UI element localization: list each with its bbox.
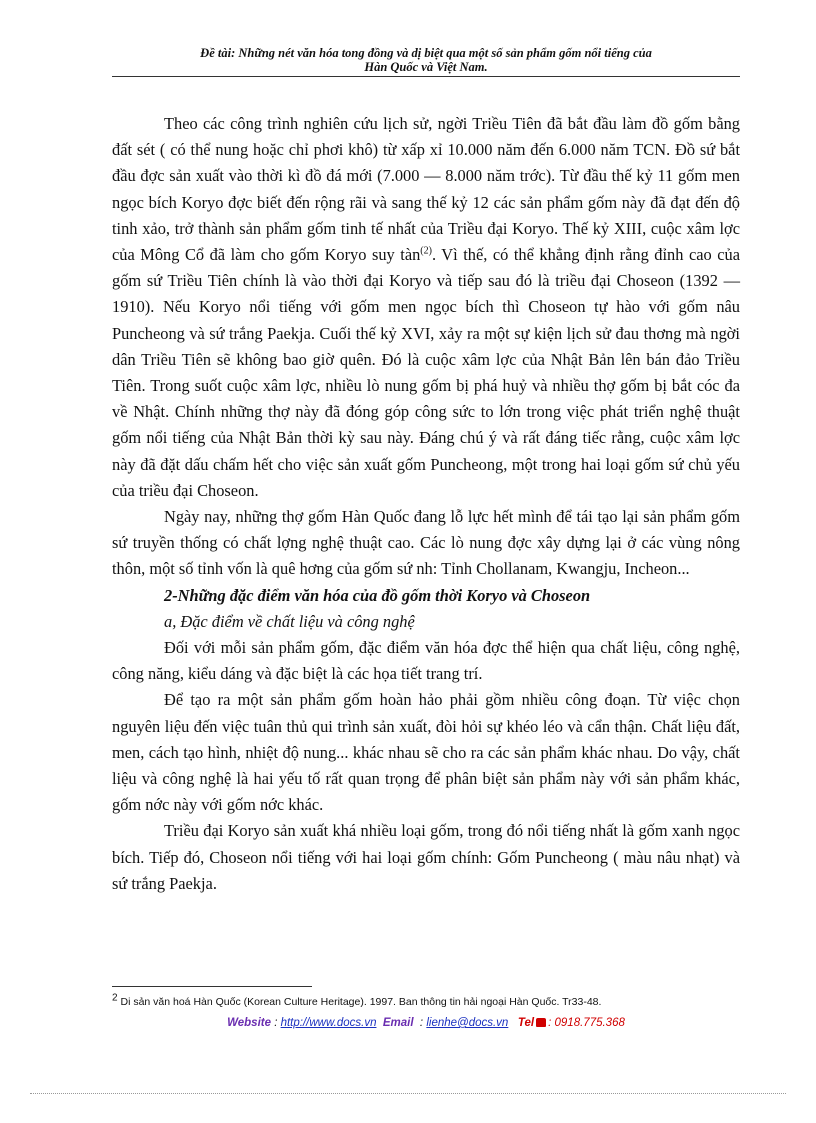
page-header — [112, 46, 740, 74]
header-title-line1: Đề tài: Những nét văn hóa tong đồng và dị biệt qua một số sản phẩm gốm nổi tiếng của — [200, 46, 652, 60]
paragraph-5: Triều đại Koryo sản xuất khá nhiều loại gốm, trong đó nổi tiếng nhất là gốm xanh ngọc bích. Tiếp đó, Choseon nổi tiếng với hai loại gốm chính: Gốm Puncheong ( màu nâu nhạt) và sứ trắng Paekja. — [112, 821, 740, 893]
phone-icon — [536, 1018, 546, 1027]
page-bottom-border — [30, 1093, 786, 1094]
paragraph-4: Để tạo ra một sản phẩm gốm hoàn hảo phải gồm nhiều công đoạn. Từ việc chọn nguyên liệu đến việc tuân thủ qui trình sản xuất, đòi hỏi sự khéo léo và cẩn thận. Chất liệu đất, men, cách tạo hình, nhiệt độ nung... khác nhau sẽ cho ra các sản phẩm khác nhau. Do vậy, chất liệu và công nghệ là hai yếu tố rất quan trọng để phân biệt sản phẩm này với sản phẩm khác, gốm nớc này với gốm nớc khác. — [112, 690, 740, 815]
page-footer — [112, 1017, 740, 1029]
tel-label: Tel — [517, 1017, 535, 1029]
paragraph-3: Đối với mỗi sản phẩm gốm, đặc điểm văn hóa đợc thể hiện qua chất liệu, công nghệ, công năng, kiểu dáng và đặc biệt là các họa tiết trang trí. — [112, 638, 740, 684]
header-divider — [112, 76, 740, 77]
section-heading: 2-Những đặc điểm văn hóa của đồ gốm thời Koryo và Choseon — [164, 585, 591, 605]
paragraph-1-part-a: Theo các công trình nghiên cứu lịch sử, ngời Triều Tiên đã bắt đầu làm đồ gốm bằng đất sét ( có thể nung hoặc chỉ phơi khô) từ xấp xỉ 10.000 năm đến 6.000 năm TCN. Đồ sứ bắt đầu đợc sản xuất vào thời kì đồ đá mới (7.000 — 8.000 năm trớc). Từ đầu thế kỷ 11 gốm men ngọc bích Koryo đợc biết đến rộng rãi và sang thế kỷ 12 các sản phẩm gốm này đã đạt đến độ tinh xảo, trở thành sản phẩm gốm tinh tế nhất của Triều đại Koryo. Thế kỷ XIII, cuộc xâm lợc của Mông Cổ đã làm cho gốm Koryo suy tàn — [112, 114, 740, 265]
document-body — [112, 111, 740, 897]
phone-number: : 0918.775.368 — [548, 1017, 625, 1029]
website-label: Website — [227, 1017, 271, 1029]
footnote-text: Di sản văn hoá Hàn Quốc (Korean Culture Heritage). 1997. Ban thông tin hải ngoại Hàn Quốc. Tr33-48. — [117, 996, 602, 1008]
paragraph-1 — [112, 111, 740, 504]
section-subheading: a, Đặc điểm về chất liệu và công nghệ — [164, 611, 415, 631]
email-colon: : — [413, 1017, 427, 1029]
footnote-mark: 2 — [112, 992, 118, 1004]
email-label: Email — [382, 1017, 414, 1029]
footnote-reference: (2) — [420, 245, 432, 257]
website-colon: : — [271, 1017, 281, 1029]
header-title-line2: Hàn Quốc và Việt Nam. — [364, 60, 488, 74]
paragraph-2: Ngày nay, những thợ gốm Hàn Quốc đang lỗ lực hết mình để tái tạo lại sản phẩm gốm sứ truyền thống có chất lợng nghệ thuật cao. Các lò nung đợc xây dựng lại ở các vùng nông thôn, một số tỉnh vốn là quê hơng của gốm sứ nh: Tỉnh Chollanam, Kwangju, Incheon... — [112, 507, 740, 579]
footnote — [112, 992, 740, 1009]
email-link[interactable]: lienhe@docs.vn — [426, 1017, 509, 1029]
paragraph-1-part-b: . Vì thế, có thể khẳng định rằng đỉnh cao của gốm sứ Triều Tiên chính là vào thời đại Koryo và tiếp sau đó là triều đại Choseon (1392 — 1910). Nếu Koryo nổi tiếng với gốm men ngọc bích thì Choseon tự hào với gốm nâu Puncheong và sứ trắng Paekja. Cuối thế kỷ XVI, xảy ra một sự kiện lịch sử đau thơng mà ngời dân Triều Tiên sẽ không bao giờ quên. Đó là cuộc xâm lợc của Nhật Bản lên bán đảo Triều Tiên. Trong suốt cuộc xâm lợc, nhiều lò nung gốm bị phá huỷ và nhiều thợ gốm bị bắt cóc đa về Nhật. Chính những thợ này đã đóng góp công sức to lớn trong việc phát triển nghệ thuật gốm nổi tiếng của Nhật Bản thời kỳ sau này. Đáng chú ý và rất đáng tiếc rằng, cuộc xâm lợc này đã đặt dấu chấm hết cho việc sản xuất gốm Puncheong, một trong hai loại gốm sứ chủ yếu của triều đại Choseon. — [112, 245, 740, 500]
footnote-divider — [112, 986, 312, 987]
website-link[interactable]: http://www.docs.vn — [280, 1017, 377, 1029]
